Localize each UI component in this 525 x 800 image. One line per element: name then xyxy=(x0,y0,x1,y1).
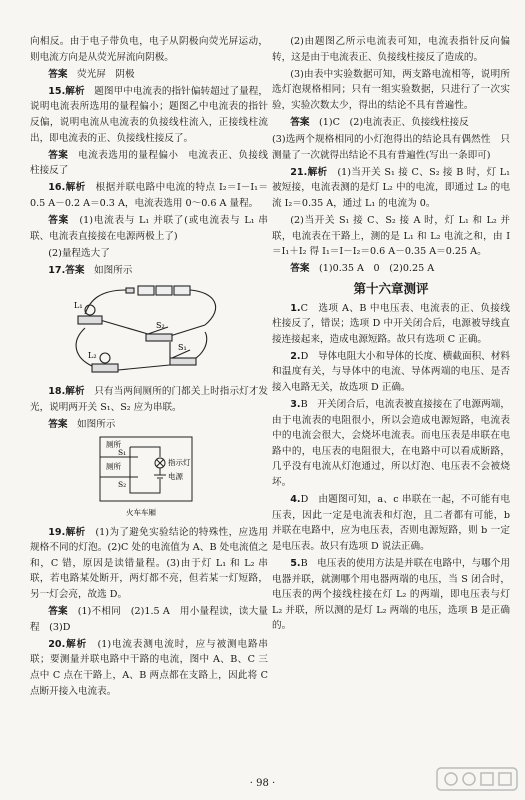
question-4: 4.D 由题图可知，a、c 串联在一起，不可能有电压表，因此一定是电流表和灯泡，且二者都有可能，b 并联在电路中，应为电压表，否则电源短路，则 b 一定是电压表。故只有选项 D 说法正确。 xyxy=(272,494,510,552)
paragraph: (2)由题图乙所示电流表可知，电流表指针反向偏转，这是由于电流表正、负接线柱接反了造成的。 xyxy=(272,36,510,63)
answer-20: 答案 (1)C (2)电流表正、负接线柱接反 xyxy=(290,116,469,128)
label-caption: 火车车厢 xyxy=(126,507,156,517)
answer-16-part2: (2)量程选大了 xyxy=(48,247,110,259)
question-21-part2: (2)当开关 S₁ 接 C、S₂ 接 A 时，灯 L₁ 和 L₂ 并联，电流表在干路上，测的是 L₁ 和 L₂ 电流之和，由 I＝I₁＋I₂ 得 I₁＝I－I₂＝0.6 A－0.35 A＝0.25 A。 xyxy=(272,215,510,258)
question-21: 21.解析 (1)当开关 S₁ 接 C、S₂ 接 B 时，灯 L₁ 被短接，电流表测的是灯 L₂ 中的电流，即通过 L₂ 的电流 I₂＝0.35 A，通过 L₁ 的电流为 0。 xyxy=(272,166,511,209)
question-19: 19.解析 (1)为了避免实验结论的特殊性，应选用规格不同的灯泡。(2)C 处的电流值为 A、B 处电流值之和，C 错，原因是读错量程。(3)由于灯 L₁ 和 L₂ 串联，若电路某处断开，两灯都不亮，但若某一灯短路，另一灯会亮，故选 D。 xyxy=(30,526,269,601)
answer-19: 答案 (1)不相同 (2)1.5 A 用小量程读，读大量程 (3)D xyxy=(30,606,269,633)
answer-18: 答案 如图所示 xyxy=(48,419,116,431)
label-power: 电源 xyxy=(168,471,183,481)
paragraph: 向相反。由于电子带负电，电子从阴极向荧光屏运动，则电流方向是从荧光屏流向阴极。 xyxy=(30,36,268,63)
answer-15: 答案 电流表选用的量程偏小 电流表正、负接线柱接反了 xyxy=(30,149,269,177)
answer-line: 答案 荧光屏 阴极 xyxy=(48,68,135,80)
answer-21: 答案 (1)0.35 A 0 (2)0.25 A xyxy=(290,263,435,275)
question-18: 18.解析 只有当两间厕所的门都关上时指示灯才发光，说明两开关 S₁、S₂ 应为串联。 xyxy=(30,386,269,413)
right-column xyxy=(272,34,510,635)
label-toilet-2: 厕所 xyxy=(106,461,121,471)
question-3: 3.B 开关闭合后，电流表被直接接在了电源两端，由于电流表的电阻很小，所以会造成电源短路，电流表中的电流会很大，会烧坏电流表。而电压表是串联在电路中的，电压表的电阻很大，在电路中可以看成断路，几乎没有电流从灯泡通过，所以灯泡、电压表不会被烧坏。 xyxy=(272,399,510,489)
question-1: 1.C 选项 A、B 中电压表、电流表的正、负接线柱接反了，错误；选项 D 中开关闭合后，电源被导线直接连接起来，造成电源短路。故只有选项 C 正确。 xyxy=(272,302,510,345)
chapter-title: 第十六章测评 xyxy=(353,280,429,296)
question-15: 15.解析 题图甲中电流表的指针偏转超过了量程，说明电流表所选用的量程偏小；题图乙中电流表的指针反偏，说明电流从电流表的负接线柱流入，正接线柱流出，即电流表的正、负接线柱接反了。 xyxy=(30,85,269,144)
page-number: · 98 · xyxy=(249,778,276,789)
watermark-logo-icon xyxy=(435,764,519,794)
label-s2: S₂ xyxy=(118,479,127,489)
label-s2: S₂ xyxy=(156,321,165,331)
left-column xyxy=(30,34,268,701)
label-l2: L₂ xyxy=(88,351,97,361)
label-indicator-lamp: 指示灯 xyxy=(168,457,191,467)
label-s1: S₁ xyxy=(178,343,187,353)
label-s1: S₁ xyxy=(118,447,127,457)
question-17: 17.答案 如图所示 xyxy=(48,264,133,276)
question-2: 2.D 导体电阻大小和导体的长度、横截面积、材料和温度有关，与导体中的电流、导体两端的电压、是否接入电路无关，故选项 D 正确。 xyxy=(272,350,510,393)
question-20: 20.解析 (1)电流表测电流时，应与被测电路串联；要测量并联电路中干路的电流，图中 A、B、C 三点中 C 点在干路上，A、B 两点都在支路上，因此将 C 点断开接入电流表。 xyxy=(30,638,269,697)
circuit-figure-18 xyxy=(30,435,268,521)
answer-20-part2: (3)选两个规格相同的小灯泡得出的结论具有偶然性 只测量了一次就得出结论不具有普遍性(写出一条即可) xyxy=(272,134,510,161)
label-l1: L₁ xyxy=(74,301,83,311)
circuit-figure-17 xyxy=(30,280,268,380)
answer-16: 答案 (1)电流表与 L₁ 并联了(或电流表与 L₁ 串联、电流表直接接在电源两极上了) xyxy=(30,215,269,242)
label-toilet-1: 厕所 xyxy=(106,439,121,449)
question-5: 5.B 电压表的使用方法是并联在电路中，与哪个用电器并联，就测哪个用电器两端的电压，当 S 闭合时，电压表的两个接线柱接在灯 L₂ 的两端，即电压表与灯 L₂ 并联，所以测的是灯 L₂ 两端的电压，选项 B 是正确的。 xyxy=(272,558,510,632)
paragraph: (3)由表中实验数据可知，两支路电流相等，说明所选灯泡规格相同；只有一组实验数据，只进行了一次实验，实验次数太少，得出的结论不具有普遍性。 xyxy=(272,68,510,111)
question-16: 16.解析 根据并联电路中电流的特点 I₂＝I－I₁＝0.5 A－0.2 A＝0.3 A，电流表选用 0～0.6 A 量程。 xyxy=(30,182,269,209)
